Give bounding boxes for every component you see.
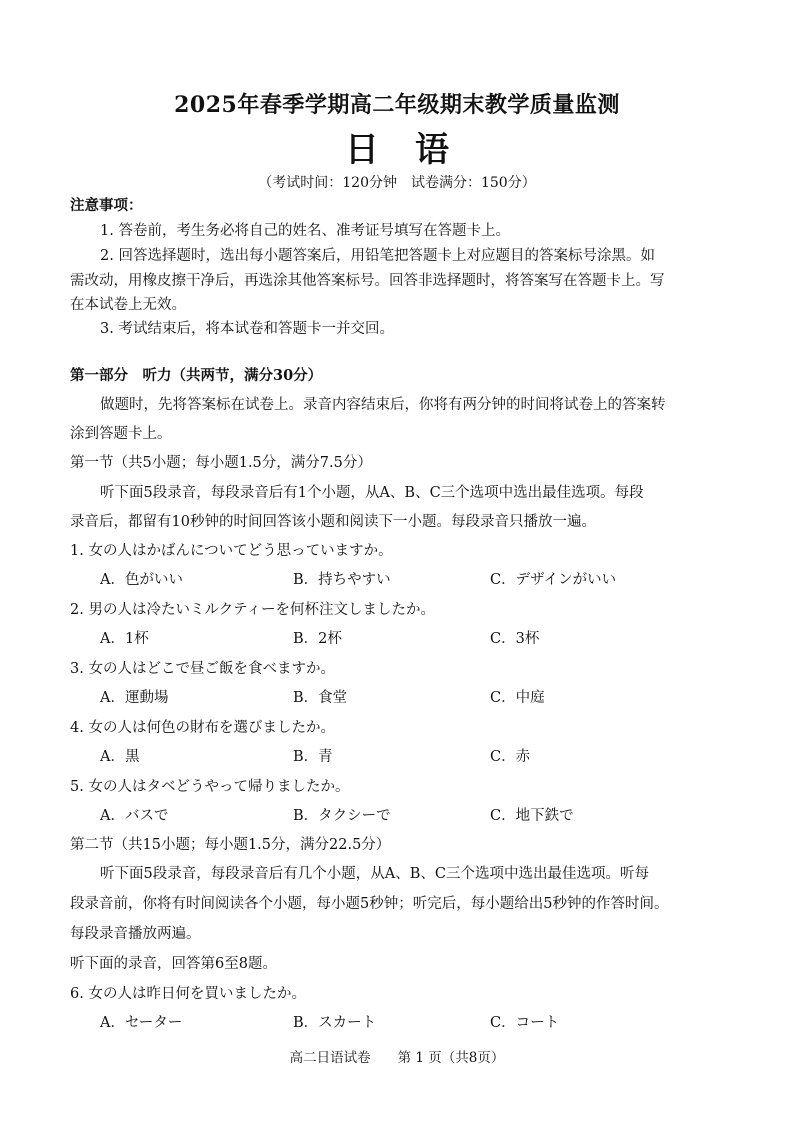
question-3: 3. 女の人はどこで昼ご飯を食べますか。	[70, 661, 335, 677]
option-b: B．持ちやすい	[293, 572, 391, 588]
option-b: B．タクシーで	[293, 808, 391, 824]
exam-info: （考试时间：120分钟 试卷满分：150分）	[258, 175, 536, 191]
part1-intro-line-2: 涂到答题卡上。	[70, 426, 172, 442]
notice-item-2-line-2: 需改动，用橡皮擦干净后，再选涂其他答案标号。回答非选择题时，将答案写在答题卡上。写	[70, 273, 665, 289]
notice-item-3: 3. 考试结束后，将本试卷和答题卡一并交回。	[100, 321, 394, 337]
notice-item-2-line-3: 在本试卷上无效。	[70, 297, 186, 313]
question-5: 5. 女の人はタベどうやって帰りましたか。	[70, 779, 350, 795]
page-footer: 高二日语试卷 第 1 页（共8页）	[289, 1050, 505, 1066]
section1-intro-line-2: 录音后，都留有10秒钟的时间回答该小题和阅读下一小题。每段录音只播放一遍。	[70, 514, 596, 530]
section1-heading: 第一节（共5小题；每小题1.5分，满分7.5分）	[70, 455, 372, 471]
section2-intro-line-2: 段录音前，你将有时间阅读各个小题，每小题5秒钟；听完后，每小题给出5秒钟的作答时间。	[70, 896, 669, 912]
question-1: 1. 女の人はかばんについてどう思っていますか。	[70, 543, 393, 559]
option-a: A．黒	[100, 749, 140, 765]
exam-title: 2025年春季学期高二年级期末教学质量监测	[174, 92, 620, 118]
option-c: C．コート	[490, 1015, 560, 1031]
notice-item-1: 1. 答卷前，考生务必将自己的姓名、准考证号填写在答题卡上。	[100, 223, 510, 239]
section2-intro-line-1: 听下面5段录音，每段录音后有几个小题，从A、B、C三个选项中选出最佳选项。听每	[100, 866, 649, 882]
option-a: A．色がいい	[100, 572, 183, 588]
option-b: B．スカート	[293, 1015, 377, 1031]
question-4: 4. 女の人は何色の財布を選びましたか。	[70, 720, 335, 736]
option-b: B．青	[293, 749, 333, 765]
option-a: A．セーター	[100, 1015, 183, 1031]
option-b: B．食堂	[293, 690, 348, 706]
option-c: C．デザインがいい	[490, 572, 617, 588]
subject-title: 日语	[345, 130, 485, 170]
question-6: 6. 女の人は昨日何を買いましたか。	[70, 986, 306, 1002]
option-c: C．地下鉄で	[490, 808, 574, 824]
section2-heading: 第二节（共15小题；每小题1.5分，满分22.5分）	[70, 837, 391, 853]
part1-heading: 第一部分 听力（共两节，满分30分）	[70, 367, 323, 384]
notice-item-2-line-1: 2. 回答选择题时，选出每小题答案后，用铅笔把答题卡上对应题目的答案标号涂黑。如	[100, 248, 655, 264]
question-2: 2. 男の人は冷たいミルクティーを何杯注文しましたか。	[70, 602, 435, 618]
option-b: B．2杯	[293, 631, 342, 647]
part1-intro-line-1: 做题时，先将答案标在试卷上。录音内容结束后，你将有两分钟的时间将试卷上的答案转	[100, 397, 666, 413]
option-c: C．中庭	[490, 690, 545, 706]
listen-note: 听下面的录音，回答第6至8题。	[70, 956, 277, 972]
section1-intro-line-1: 听下面5段录音，每段录音后有1个小题，从A、B、C三个选项中选出最佳选项。每段	[100, 485, 644, 501]
option-c: C．3杯	[490, 631, 540, 647]
notice-heading: 注意事项：	[70, 197, 143, 214]
option-a: A．1杯	[100, 631, 149, 647]
option-a: A．バスで	[100, 808, 169, 824]
option-c: C．赤	[490, 749, 531, 765]
section2-intro-line-3: 每段录音播放两遍。	[70, 926, 201, 942]
option-a: A．運動場	[100, 690, 169, 706]
